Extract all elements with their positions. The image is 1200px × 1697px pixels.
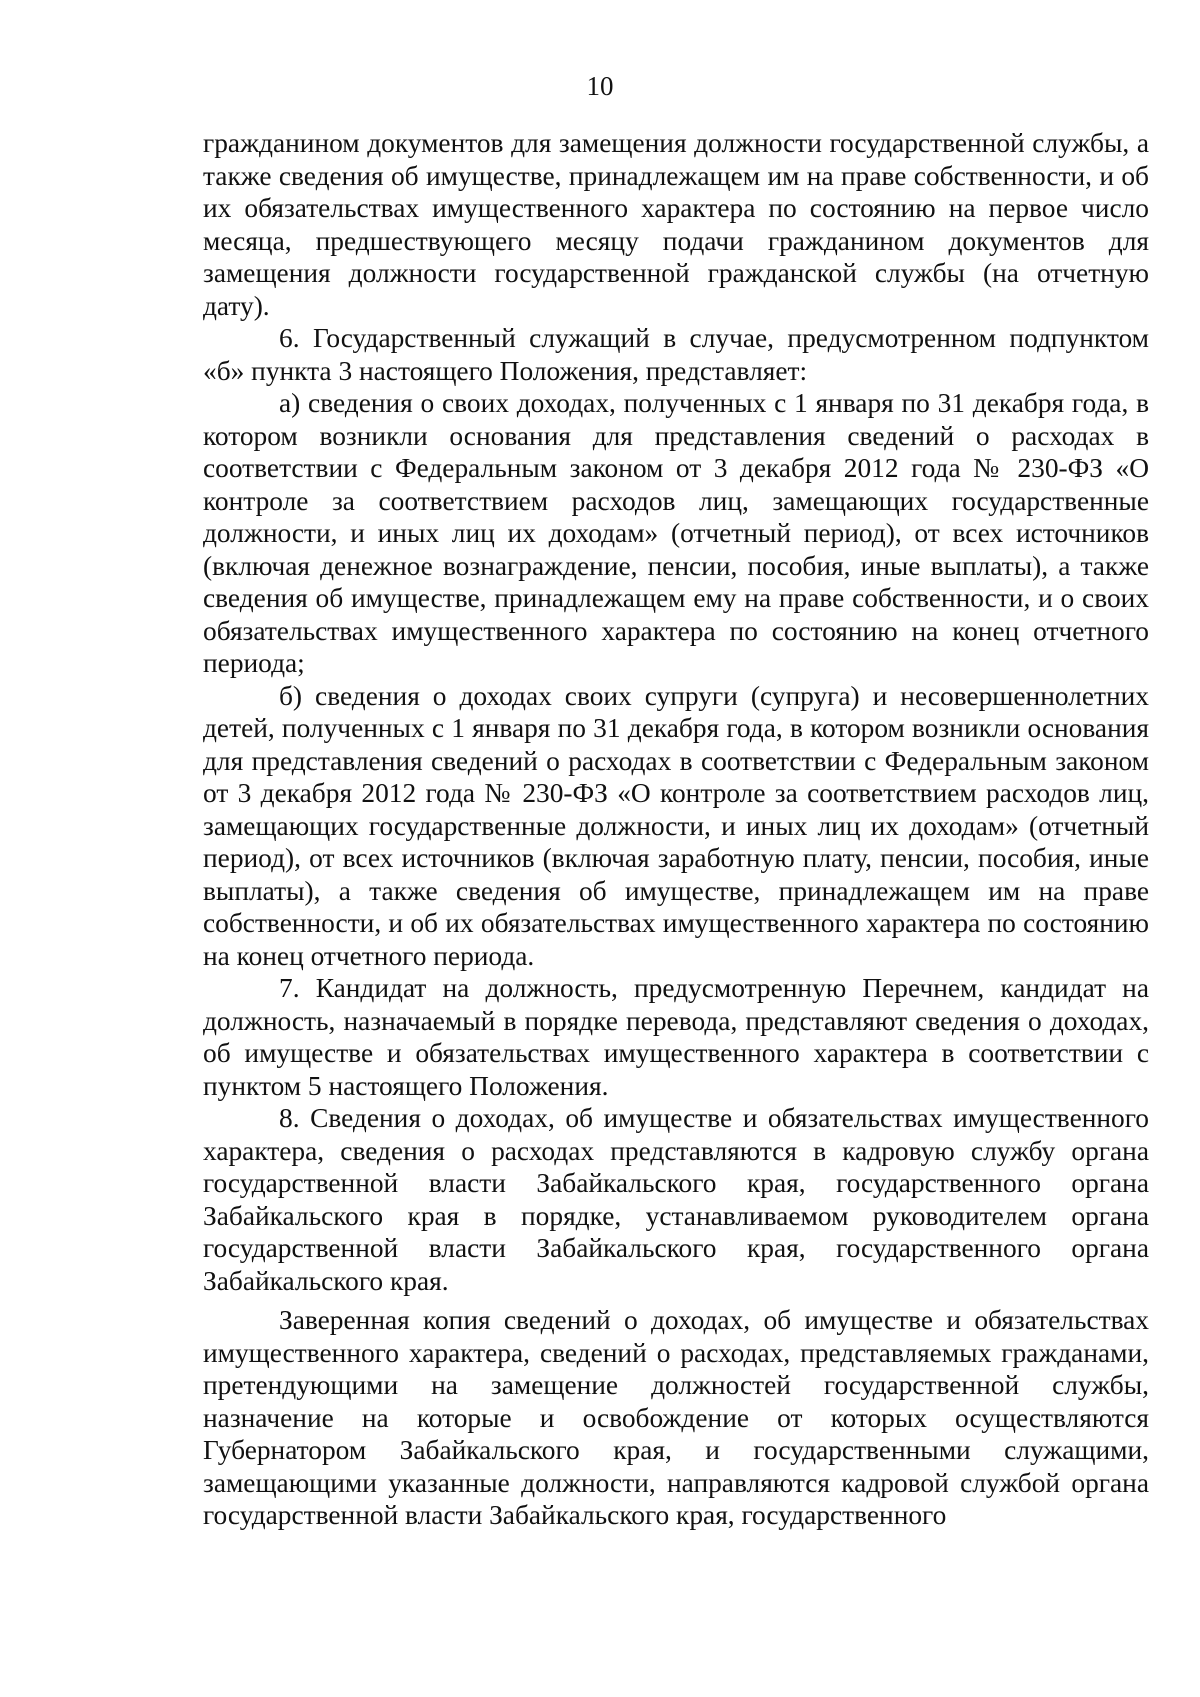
paragraph-certified-copy: Заверенная копия сведений о доходах, об имуществе и обязательствах имущественного характера, сведений о расходах, представляемых гражданами, претендующими на замещение должностей государственной службы, назначение на которые и освобождение от которых осуществляются Губернатором Забайкальского края, и государственными служащими, замещающими указанные должности, направляются кадровой службой органа государственной власти Забайкальского края, государственного (203, 1305, 1149, 1530)
paragraph-item-6: 6. Государственный служащий в случае, предусмотренном подпунктом «б» пункта 3 настоящего Положения, представляет: (203, 323, 1149, 386)
paragraph-item-7: 7. Кандидат на должность, предусмотренную Перечнем, кандидат на должность, назначаемый в порядке перевода, представляют сведения о доходах, об имуществе и обязательствах имущественного характера в соответствии с пунктом 5 настоящего Положения. (203, 973, 1149, 1101)
page-number: 10 (586, 71, 614, 101)
document-body (203, 127, 1149, 1532)
paragraph-continuation: гражданином документов для замещения должности государственной службы, а также сведения об имуществе, принадлежащем им на праве собственности, и об их обязательствах имущественного характера по состоянию на первое число месяца, предшествующего месяцу подачи гражданином документов для замещения должности государственной гражданской службы (на отчетную дату). (203, 128, 1149, 321)
paragraph-subitem-b: б) сведения о доходах своих супруги (супруга) и несовершеннолетних детей, полученных с 1 января по 31 декабря года, в котором возникли основания для представления сведений о расходах в соответствии с Федеральным законом от 3 декабря 2012 года № 230-ФЗ «О контроле за соответствием расходов лиц, замещающих государственные должности, и иных лиц их доходам» (отчетный период), от всех источников (включая заработную плату, пенсии, пособия, иные выплаты), а также сведения об имуществе, принадлежащем им на праве собственности, и об их обязательствах имущественного характера по состоянию на конец отчетного периода. (203, 680, 1149, 971)
paragraph-subitem-a: а) сведения о своих доходах, полученных с 1 января по 31 декабря года, в котором возникли основания для представления сведений о расходах в соответствии с Федеральным законом от 3 декабря 2012 года № 230-ФЗ «О контроле за соответствием расходов лиц, замещающих государственные должности, и иных лиц их доходам» (отчетный период), от всех источников (включая денежное вознаграждение, пенсии, пособия, иные выплаты), а также сведения об имуществе, принадлежащем ему на праве собственности, и о своих обязательствах имущественного характера по состоянию на конец отчетного периода; (203, 388, 1149, 678)
paragraph-item-8: 8. Сведения о доходах, об имуществе и обязательствах имущественного характера, сведения о расходах представляются в кадровую службу органа государственной власти Забайкальского края, государственного органа Забайкальского края в порядке, устанавливаемом руководителем органа государственной власти Забайкальского края, государственного органа Забайкальского края. (203, 1103, 1149, 1296)
